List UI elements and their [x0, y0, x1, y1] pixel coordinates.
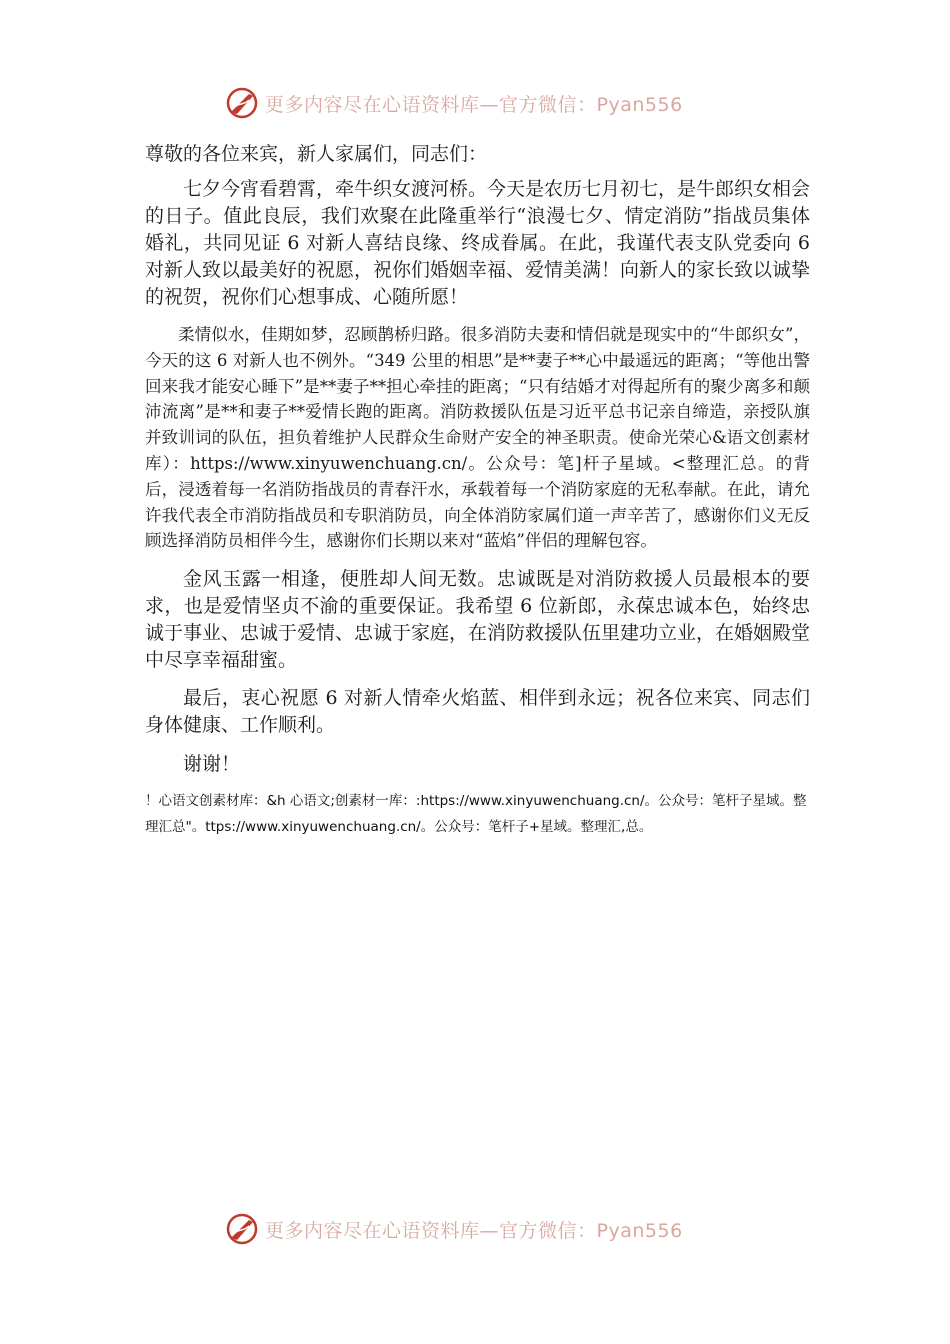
- paragraph-3: 金风玉露一相逢，便胜却人间无数。忠诚既是对消防救援人员最根本的要求，也是爱情坚贞不渝的重要保证。我希望 6 位新郎，永葆忠诚本色，始终忠诚于事业、忠诚于爱情、忠诚于家庭，在消防救援队伍里建功立业，在婚姻殿堂中尽享幸福甜蜜。: [145, 568, 811, 672]
- footer-banner-text: 更多内容尽在心语资料库—官方微信：Pyan556: [265, 1219, 683, 1242]
- salutation: 尊敬的各位来宾，新人家属们，同志们：: [145, 143, 488, 165]
- paragraph-4: 最后，衷心祝愿 6 对新人情牵火焰蓝、相伴到永远；祝各位来宾、同志们身体健康、工作顺利。: [145, 687, 810, 737]
- closing-thanks: 谢谢！: [183, 753, 241, 776]
- paragraph-1: 七夕今宵看碧霄，牵牛织女渡河桥。今天是农历七月初七，是牛郎织女相会的日子。值此良辰，我们欢聚在此隆重举行“浪漫七夕、情定消防”指战员集体婚礼，共同见证 6 对新人喜结良缘、终成眷属。在此，我谨代表支队党委向 6 对新人致以最美好的祝愿，祝你们婚姻幸福、爱情美满！向新人的家长致以诚挚的祝贺，祝你们心想事成、心随所愿！: [145, 178, 811, 308]
- pen-logo-icon: [225, 1212, 259, 1246]
- document-body: [145, 140, 810, 840]
- pen-logo-icon: [225, 86, 259, 120]
- footer-banner: [225, 1209, 683, 1249]
- header-banner: [225, 83, 683, 123]
- paragraph-2: 柔情似水，佳期如梦，忍顾鹊桥归路。很多消防夫妻和情侣就是现实中的“牛郎织女”，今天的这 6 对新人也不例外。“349 公里的相思”是**妻子**心中最遥远的距离；“等他出警回来我才能安心睡下”是**妻子**担心牵挂的距离；“只有结婚才对得起所有的聚少离多和颠沛流离”是**和妻子**爱情长跑的距离。消防救援队伍是习近平总书记亲自缔造，亲授队旗并致训词的队伍，担负着维护人民群众生命财产安全的神圣职责。使命光荣心&语文创素材库）：https://www.xinyuwenchuang.cn/。公众号：笔]杆子星域。<整理汇总。的背后，浸透着每一名消防指战员的青春汗水，承载着每一个消防家庭的无私奉献。在此，请允许我代表全市消防指战员和专职消防员，向全体消防家属们道一声辛苦了，感谢你们义无反顾选择消防员相伴今生，感谢你们长期以来对“蓝焰”伴侣的理解包容。: [145, 325, 810, 551]
- header-banner-text: 更多内容尽在心语资料库—官方微信：Pyan556: [265, 93, 683, 116]
- source-footnote: ！心语文创素材库：&h 心语文;创素材一库：:https://www.xinyuwenchuang.cn/。公众号：笔杆子星域。整理汇总"。ttps://www.xinyuwenchuang.cn/。公众号：笔杆子+星域。整理汇,总。: [145, 793, 807, 836]
